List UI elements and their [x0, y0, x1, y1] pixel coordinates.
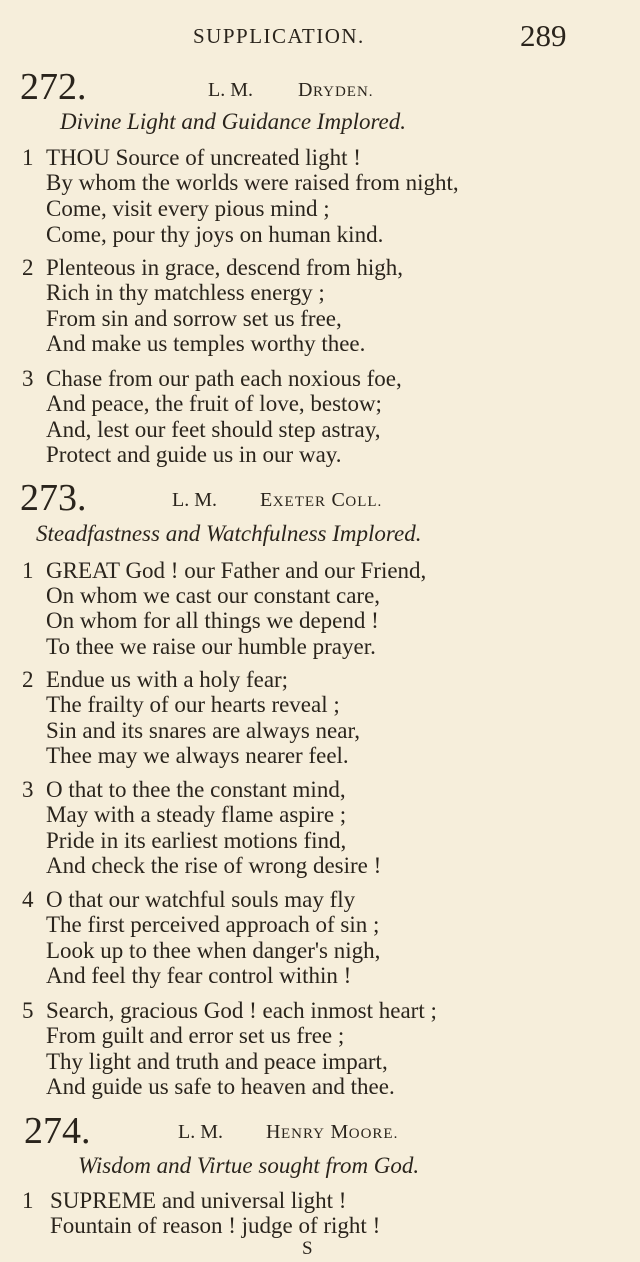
verse-line: Fountain of reason ! judge of right ! — [50, 1213, 381, 1238]
verse-line: Plenteous in grace, descend from high, — [46, 255, 404, 280]
hymn-tune — [266, 1121, 398, 1144]
tune-initial: M — [330, 1121, 349, 1143]
verse-number: 2 — [22, 255, 34, 280]
verse-line: And, lest our feet should step astray, — [46, 417, 381, 442]
verse-line: On whom we cast our constant care, — [46, 583, 381, 608]
running-head: SUPPLICATION. — [193, 24, 365, 48]
verse-line: THOU Source of uncreated light ! — [46, 145, 361, 170]
hymn-number: 274. — [24, 1110, 91, 1152]
hymn-title: Wisdom and Virtue sought from God. — [78, 1153, 420, 1178]
tune-initial: E — [260, 489, 273, 511]
verse-line: The first perceived approach of sin ; — [46, 912, 380, 937]
hymn-number: 272. — [20, 66, 87, 108]
tune-rest: XETER — [272, 494, 327, 510]
hymn-meter: L. M. — [172, 489, 217, 511]
hymn-number: 273. — [20, 477, 87, 519]
verse-line: Sin and its snares are always near, — [46, 718, 360, 743]
verse-line: On whom for all things we depend ! — [46, 608, 379, 633]
tune-rest: OLL. — [345, 494, 383, 510]
verse-line: From sin and sorrow set us free, — [46, 306, 342, 331]
verse-line: And peace, the fruit of love, bestow; — [46, 391, 382, 416]
verse-line: Thy light and truth and peace impart, — [46, 1049, 388, 1074]
verse-line: Come, pour thy joys on human kind. — [46, 222, 384, 247]
hymn-tune — [298, 79, 374, 102]
verse-line: Chase from our path each noxious foe, — [46, 366, 402, 391]
signature-mark: S — [302, 1238, 313, 1259]
verse-line: Protect and guide us in our way. — [46, 442, 342, 467]
verse-line: Pride in its earliest motions find, — [46, 828, 347, 853]
verse-line: And make us temples worthy thee. — [46, 331, 366, 356]
tune-rest: ENRY — [280, 1126, 325, 1142]
tune-rest: RYDEN. — [312, 84, 374, 100]
hymn-tune — [260, 489, 382, 512]
verse-number: 5 — [22, 998, 34, 1023]
verse-number: 1 — [22, 1188, 34, 1213]
verse-line: SUPREME and universal light ! — [50, 1188, 347, 1213]
hymn-title: Steadfastness and Watchfulness Implored. — [36, 521, 422, 546]
verse-line: O that our watchful souls may fly — [46, 887, 356, 912]
tune-rest: OORE. — [348, 1126, 399, 1142]
verse-line: O that to thee the constant mind, — [46, 777, 346, 802]
verse-line: The frailty of our hearts reveal ; — [46, 692, 340, 717]
verse-line: Look up to thee when danger's nigh, — [46, 938, 381, 963]
tune-initial: C — [331, 489, 346, 511]
verse-line: Thee may we always nearer feel. — [46, 743, 349, 768]
hymn-title: Divine Light and Guidance Implored. — [60, 109, 407, 134]
verse-number: 3 — [22, 777, 34, 802]
tune-initial: D — [298, 79, 313, 101]
verse-line: Rich in thy matchless energy ; — [46, 280, 325, 305]
verse-line: And check the rise of wrong desire ! — [46, 853, 382, 878]
verse-line: GREAT God ! our Father and our Friend, — [46, 558, 427, 583]
verse-number: 1 — [22, 145, 34, 170]
verse-line: By whom the worlds were raised from night, — [46, 170, 459, 195]
hymn-meter: L. M. — [208, 79, 253, 101]
verse-line: From guilt and error set us free ; — [46, 1023, 345, 1048]
verse-line: And feel thy fear control within ! — [46, 963, 352, 988]
verse-line: May with a steady flame aspire ; — [46, 802, 347, 827]
verse-number: 3 — [22, 366, 34, 391]
verse-number: 4 — [22, 887, 34, 912]
verse-number: 1 — [22, 558, 34, 583]
verse-number: 2 — [22, 667, 34, 692]
hymn-meter: L. M. — [178, 1121, 223, 1143]
verse-line: And guide us safe to heaven and thee. — [46, 1074, 395, 1099]
page-number: 289 — [520, 18, 567, 53]
verse-line: To thee we raise our humble prayer. — [46, 634, 376, 659]
verse-line: Come, visit every pious mind ; — [46, 196, 330, 221]
verse-line: Search, gracious God ! each inmost heart ; — [46, 998, 437, 1023]
verse-line: Endue us with a holy fear; — [46, 667, 289, 692]
tune-initial: H — [266, 1121, 281, 1143]
